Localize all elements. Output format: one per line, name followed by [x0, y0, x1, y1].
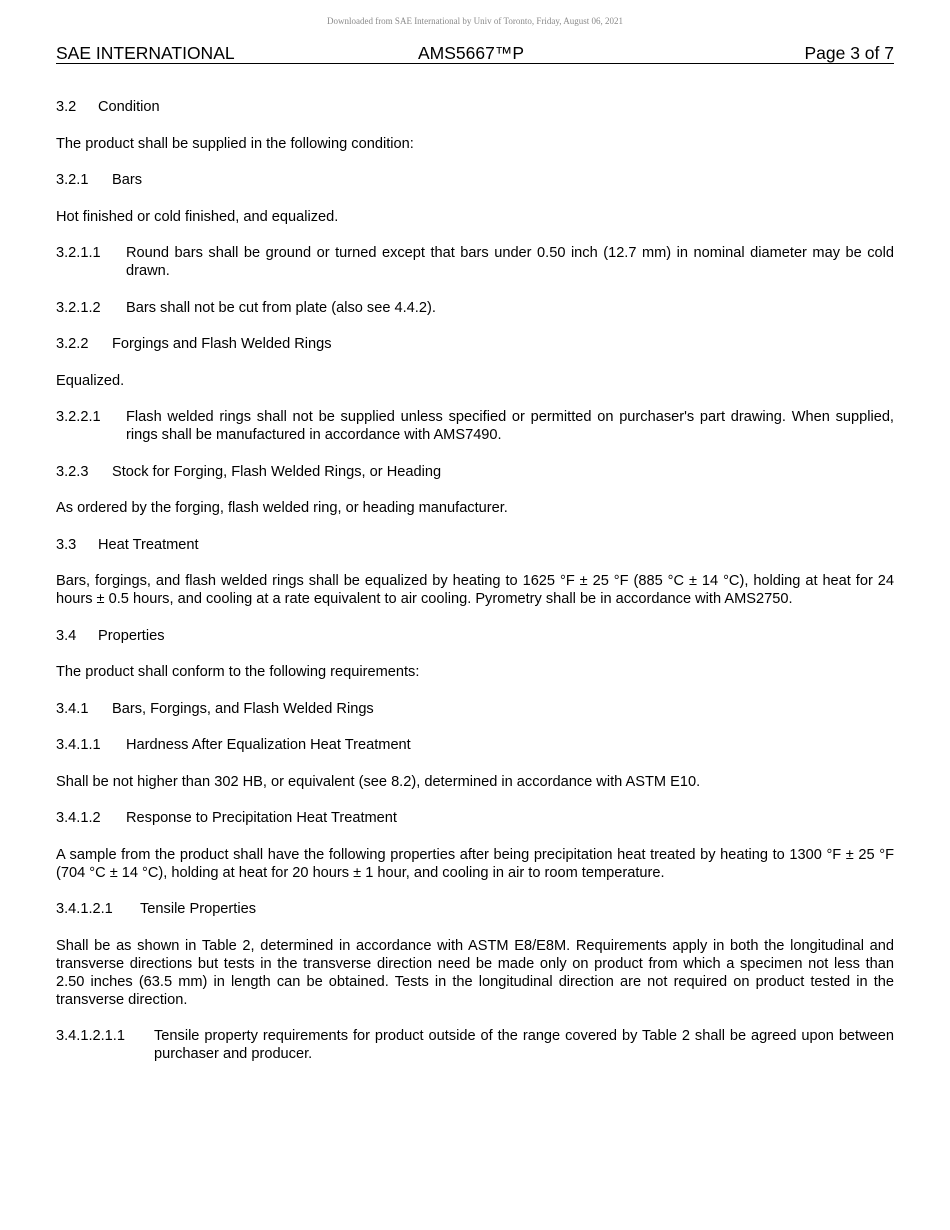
section-title: Response to Precipitation Heat Treatment	[126, 810, 397, 826]
section-heading-3-4-1-2	[56, 809, 894, 827]
clause-3-2-1-1	[56, 244, 894, 280]
paragraph-3-4-1-1: Shall be not higher than 302 HB, or equivalent (see 8.2), determined in accordance with ASTM E10.	[56, 773, 701, 790]
clause-number: 3.2.1.1	[56, 245, 101, 261]
download-notice: Downloaded from SAE International by Univ of Toronto, Friday, August 06, 2021	[326, 16, 624, 26]
section-number: 3.4.1	[56, 700, 89, 717]
section-number: 3.4.1.2	[56, 810, 101, 826]
section-title: Tensile Properties	[140, 901, 256, 917]
paragraph-3-4-1-2-1: Shall be as shown in Table 2, determined in accordance with ASTM E8/E8M. Requirements apply in both the longitudinal and transverse directions but tests in the transverse direction need be made only on product from which a specimen not less than 2.50 inches (63.5 mm) in length can be obtained. Tests in the longitudinal direction are not required on product tested in the transverse direction.	[56, 937, 894, 1008]
clause-3-2-2-1	[56, 408, 894, 444]
clause-3-2-1-2	[56, 299, 894, 317]
header-organization: SAE INTERNATIONAL	[56, 43, 235, 63]
paragraph-3-2: The product shall be supplied in the following condition:	[56, 135, 414, 152]
header-document-number: AMS5667™P	[418, 43, 525, 63]
section-heading-3-2-3	[56, 463, 894, 481]
paragraph-3-3: Bars, forgings, and flash welded rings shall be equalized by heating to 1625 °F ± 25 °F (885 °C ± 14 °C), holding at heat for 24 hours ± 0.5 hours, and cooling at a rate equivalent to air cooling. Pyrometry shall be in accordance with AMS2750.	[56, 573, 894, 607]
section-number: 3.4	[56, 627, 77, 644]
clause-number: 3.4.1.2.1.1	[56, 1028, 125, 1044]
section-title: Bars, Forgings, and Flash Welded Rings	[112, 700, 374, 717]
paragraph-3-2-3: As ordered by the forging, flash welded ring, or heading manufacturer.	[56, 500, 508, 516]
section-title: Stock for Forging, Flash Welded Rings, or Heading	[112, 463, 442, 480]
document-body	[56, 98, 894, 1082]
header-page-number: Page 3 of 7	[804, 43, 894, 63]
section-heading-3-2-2	[56, 335, 894, 353]
section-number: 3.2	[56, 99, 77, 115]
section-title: Bars	[112, 172, 143, 188]
section-number: 3.2.3	[56, 463, 89, 480]
clause-number: 3.2.2.1	[56, 409, 101, 425]
clause-3-4-1-2-1-1	[56, 1027, 894, 1063]
section-heading-3-2-1	[56, 171, 894, 189]
clause-text: Round bars shall be ground or turned except that bars under 0.50 inch (12.7 mm) in nominal diameter may be cold drawn.	[126, 245, 894, 279]
section-number: 3.4.1.2.1	[56, 901, 113, 917]
section-title: Properties	[98, 627, 165, 644]
section-title: Forgings and Flash Welded Rings	[112, 336, 332, 352]
section-heading-3-2	[56, 98, 894, 116]
paragraph-3-2-2: Equalized.	[56, 372, 125, 389]
section-number: 3.3	[56, 536, 77, 553]
section-title: Heat Treatment	[98, 536, 199, 553]
page-header	[56, 44, 894, 64]
paragraph-3-2-1: Hot finished or cold finished, and equalized.	[56, 208, 339, 225]
clause-number: 3.2.1.2	[56, 299, 101, 316]
clause-text: Flash welded rings shall not be supplied unless specified or permitted on purchaser's part drawing. When supplied, rings shall be manufactured in accordance with AMS7490.	[126, 409, 894, 443]
section-heading-3-3	[56, 536, 894, 554]
section-title: Hardness After Equalization Heat Treatment	[126, 737, 411, 753]
clause-text: Tensile property requirements for product outside of the range covered by Table 2 shall be agreed upon between purchaser and producer.	[154, 1028, 894, 1062]
paragraph-3-4-1-2: A sample from the product shall have the following properties after being precipitation heat treated by heating to 1300 °F ± 25 °F (704 °C ± 14 °C), holding at heat for 20 hours ± 1 hour, and cooling in air to room temperature.	[56, 846, 894, 881]
section-heading-3-4-1-2-1	[56, 900, 894, 918]
section-heading-3-4-1-1	[56, 736, 894, 754]
section-heading-3-4-1	[56, 700, 894, 718]
section-number: 3.2.2	[56, 336, 89, 352]
clause-text: Bars shall not be cut from plate (also see 4.4.2).	[126, 299, 436, 316]
paragraph-3-4: The product shall conform to the following requirements:	[56, 664, 420, 680]
section-number: 3.4.1.1	[56, 737, 101, 753]
section-title: Condition	[98, 99, 160, 115]
section-number: 3.2.1	[56, 172, 89, 188]
section-heading-3-4	[56, 627, 894, 645]
